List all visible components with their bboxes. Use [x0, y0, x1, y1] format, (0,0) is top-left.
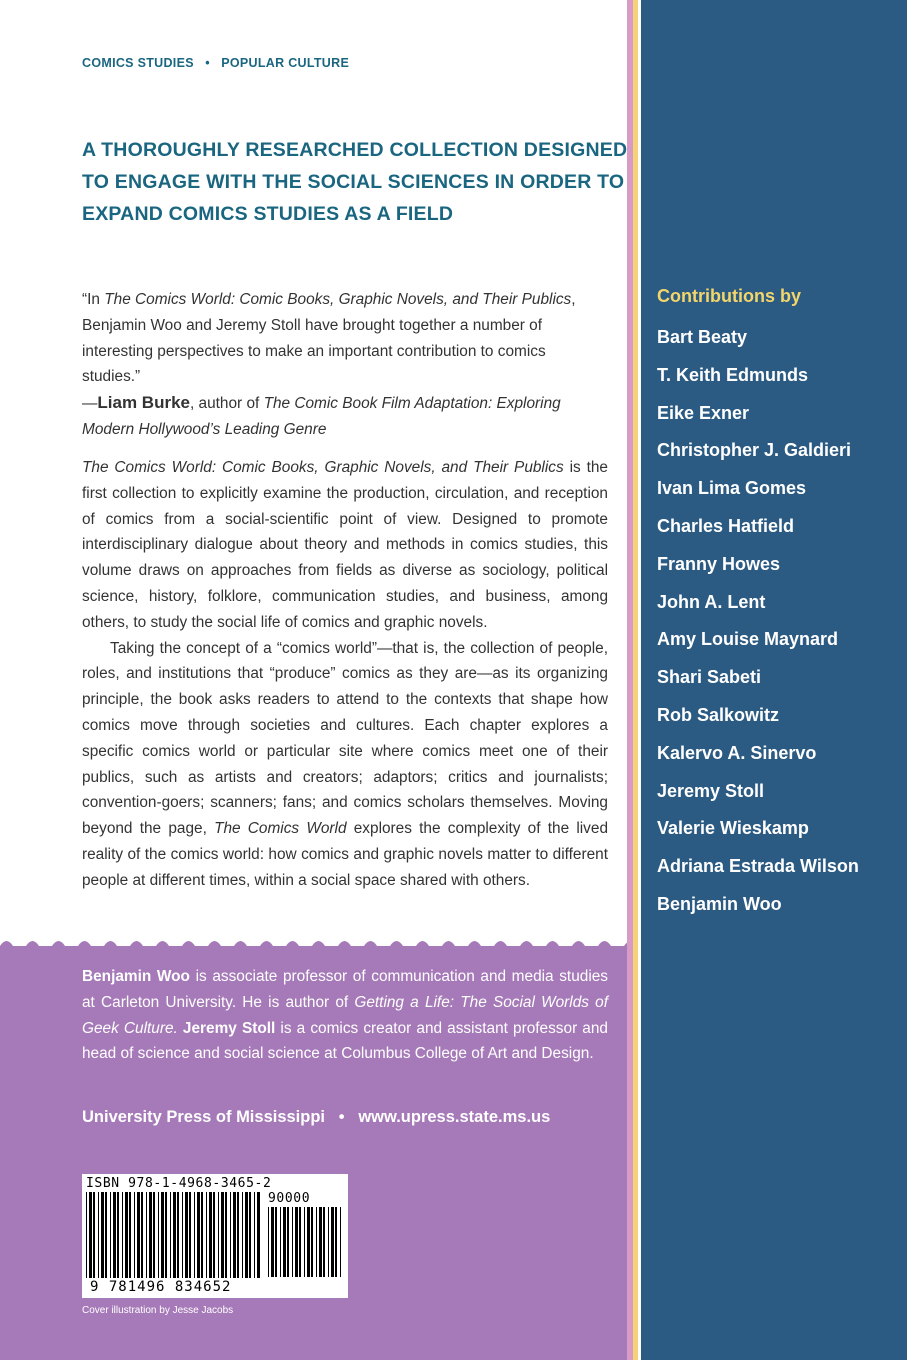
barcode-bar: [242, 1192, 243, 1278]
barcode-bar: [86, 1192, 87, 1278]
barcode-bar: [213, 1192, 215, 1278]
barcode-bar: [304, 1207, 305, 1277]
barcode-bar: [197, 1192, 200, 1278]
isbn-text: ISBN 978-1-4968-3465-2: [86, 1176, 272, 1191]
headline-line: TO ENGAGE WITH THE SOCIAL SCIENCES IN ORDER TO: [82, 171, 625, 193]
barcode-addon-bars: [268, 1207, 344, 1277]
barcode-bar: [280, 1207, 281, 1277]
publisher-separator: •: [338, 1108, 345, 1126]
barcode-bar: [257, 1192, 260, 1278]
publisher-url[interactable]: www.upress.state.ms.us: [358, 1108, 551, 1126]
barcode-bar: [218, 1192, 219, 1278]
quote-attribution: [82, 395, 264, 412]
barcode-bar: [194, 1192, 195, 1278]
barcode-bar: [177, 1192, 179, 1278]
bio-text: is a comics creator and assistant professor and head of science and social science at Columbus College of Art and Design.: [82, 1019, 608, 1063]
category-separator: •: [205, 56, 210, 70]
barcode-bar: [249, 1192, 251, 1278]
barcode-bar: [173, 1192, 176, 1278]
barcode-bar: [165, 1192, 167, 1278]
publisher-name: University Press of Mississippi: [82, 1108, 326, 1126]
contributors-list: [657, 324, 859, 929]
barcode-bar: [117, 1192, 119, 1278]
description-text: is the first collection to explicitly examine the production, circulation, and reception of comics from a social-scientific point of view. Designed to promote interdisciplinary dialogue about theory and methods in comics studies, this volume draws on approaches from fields as diverse as sociology, political science, history, folklore, communication studies, and business, among others, to study the social life of comics and graphic novels.: [82, 459, 608, 631]
contributor-name: Shari Sabeti: [657, 667, 762, 688]
contributor-name: Charles Hatfield: [657, 515, 795, 536]
barcode-bar: [237, 1192, 239, 1278]
barcode-bar: [146, 1192, 147, 1278]
cover-credit: Cover illustration by Jesse Jacobs: [82, 1305, 234, 1316]
contributor-name: Franny Howes: [657, 553, 781, 574]
description-paragraph: [82, 636, 608, 894]
barcode-bar: [335, 1207, 337, 1277]
contributor-name: T. Keith Edmunds: [657, 364, 809, 385]
barcode-bar: [122, 1192, 123, 1278]
contributor-name: Kalervo A. Sinervo: [657, 742, 817, 763]
contributor-name: Adriana Estrada Wilson: [657, 856, 859, 877]
barcode-bar: [295, 1207, 298, 1277]
barcode-bar: [340, 1207, 341, 1277]
barcode-bars: [86, 1192, 262, 1278]
barcode-bar: [268, 1207, 269, 1277]
contributor-name: Christopher J. Galdieri: [657, 440, 852, 461]
barcode-bar: [134, 1192, 135, 1278]
barcode-bar: [254, 1192, 255, 1278]
contributor-name: Eike Exner: [657, 402, 750, 423]
contributor-name: Ivan Lima Gomes: [657, 478, 807, 499]
author-name: Benjamin Woo: [82, 968, 190, 985]
barcode-bar: [221, 1192, 224, 1278]
description-title: The Comics World: Comic Books, Graphic Novels, and Their Publics: [82, 459, 564, 476]
barcode-bar: [230, 1192, 231, 1278]
barcode-bar: [110, 1192, 111, 1278]
bio-text: is associate professor of communication and media studies at Carleton University. He is author of: [82, 968, 609, 1011]
category-left: COMICS STUDIES: [82, 56, 194, 70]
barcode-bar: [287, 1207, 289, 1277]
barcode-bar: [271, 1207, 274, 1277]
description-text: Taking the concept of a “comics world”—that is, the collection of people, roles, and institutions that “produce” comics as they are—as its organizing principle, the book asks readers to attend to the contexts that shape how comics move through societies and cultures. Each chapter explores a specific comics world or particular site where comics meet one of their publics, such as artists and creators; adaptors; critics and journalists; convention-goers; scanners; fans; and comics scholars themselves. Moving beyond the page,: [82, 639, 608, 838]
barcode-bar: [319, 1207, 322, 1277]
barcode-bar: [137, 1192, 140, 1278]
contributors-title: Contributions by: [657, 286, 801, 306]
barcode-bar: [89, 1192, 92, 1278]
contributor-name: Rob Salkowitz: [657, 704, 780, 725]
barcode-bar: [113, 1192, 116, 1278]
barcode-bar: [98, 1192, 99, 1278]
barcode-bar: [307, 1207, 310, 1277]
price-code-text: 90000: [268, 1191, 311, 1206]
contributor-name: Jeremy Stoll: [657, 780, 765, 801]
barcode-bar: [170, 1192, 171, 1278]
quote-author-role: , author of: [189, 395, 264, 413]
barcode-bar: [283, 1207, 286, 1277]
barcode-bar: [316, 1207, 317, 1277]
contributor-name: Amy Louise Maynard: [657, 629, 839, 650]
book-description: [82, 455, 608, 894]
isbn-barcode: [82, 1174, 348, 1298]
endorsement-quote: [82, 287, 608, 443]
quote-dash: —: [82, 395, 98, 413]
description-paragraph: [82, 455, 608, 636]
barcode-bar: [275, 1207, 277, 1277]
description-text: explores the complexity of the lived reality of the comics world: how comics and graphic novels matter to different people at different times, within a social space shared with others.: [82, 820, 608, 889]
contributor-name: Bart Beaty: [657, 327, 748, 347]
barcode-bar: [299, 1207, 301, 1277]
barcode-bar: [323, 1207, 325, 1277]
quote-book-title: The Comics World: Comic Books, Graphic Novels, and Their Publics: [104, 291, 572, 308]
quote-text: , Benjamin Woo and Jeremy Stoll have brought together a number of interesting perspectives to make an important contribution to comics studies.”: [82, 291, 576, 386]
contributor-name: Benjamin Woo: [657, 893, 782, 914]
headline: [82, 134, 628, 230]
headline-line: EXPAND COMICS STUDIES AS A FIELD: [82, 203, 454, 225]
wave-edge: [0, 936, 627, 956]
author-bio: [82, 964, 608, 1067]
barcode-bar: [161, 1192, 164, 1278]
barcode-bar: [149, 1192, 152, 1278]
barcode-bar: [182, 1192, 183, 1278]
barcode-bar: [129, 1192, 131, 1278]
barcode-bar: [153, 1192, 155, 1278]
publisher-line: [82, 1108, 550, 1127]
barcode-digits: 9 781496 834652: [90, 1279, 232, 1295]
barcode-bar: [93, 1192, 95, 1278]
barcode-bar: [225, 1192, 227, 1278]
barcode-bar: [189, 1192, 191, 1278]
author-name: Jeremy Stoll: [182, 1019, 276, 1037]
category-right: POPULAR CULTURE: [221, 56, 350, 70]
quote-author: Liam Burke: [97, 393, 190, 413]
barcode-bar: [233, 1192, 236, 1278]
barcode-bar: [328, 1207, 329, 1277]
barcode-bar: [158, 1192, 159, 1278]
barcode-bar: [331, 1207, 334, 1277]
quote-author-book: The Comic Book Film Adaptation: Exploring Modern Hollywood’s Leading Genre: [82, 395, 561, 438]
bio-book: Getting a Life: The Social Worlds of Geek Culture.: [82, 993, 608, 1037]
contributor-name: John A. Lent: [657, 591, 766, 612]
barcode-bar: [311, 1207, 313, 1277]
barcode-bar: [101, 1192, 104, 1278]
barcode-bar: [185, 1192, 188, 1278]
barcode-bar: [292, 1207, 293, 1277]
barcode-bar: [206, 1192, 207, 1278]
headline-line: A THOROUGHLY RESEARCHED COLLECTION DESIGNED: [82, 139, 628, 161]
description-title: The Comics World: [214, 820, 347, 838]
barcode-bar: [125, 1192, 128, 1278]
barcode-bar: [141, 1192, 143, 1278]
barcode-bar: [201, 1192, 203, 1278]
barcode-bar: [105, 1192, 107, 1278]
barcode-bar: [209, 1192, 212, 1278]
quote-open: “In: [82, 291, 105, 308]
barcode-bar: [245, 1192, 248, 1278]
contributor-name: Valerie Wieskamp: [657, 818, 809, 839]
category-line: [82, 56, 349, 70]
